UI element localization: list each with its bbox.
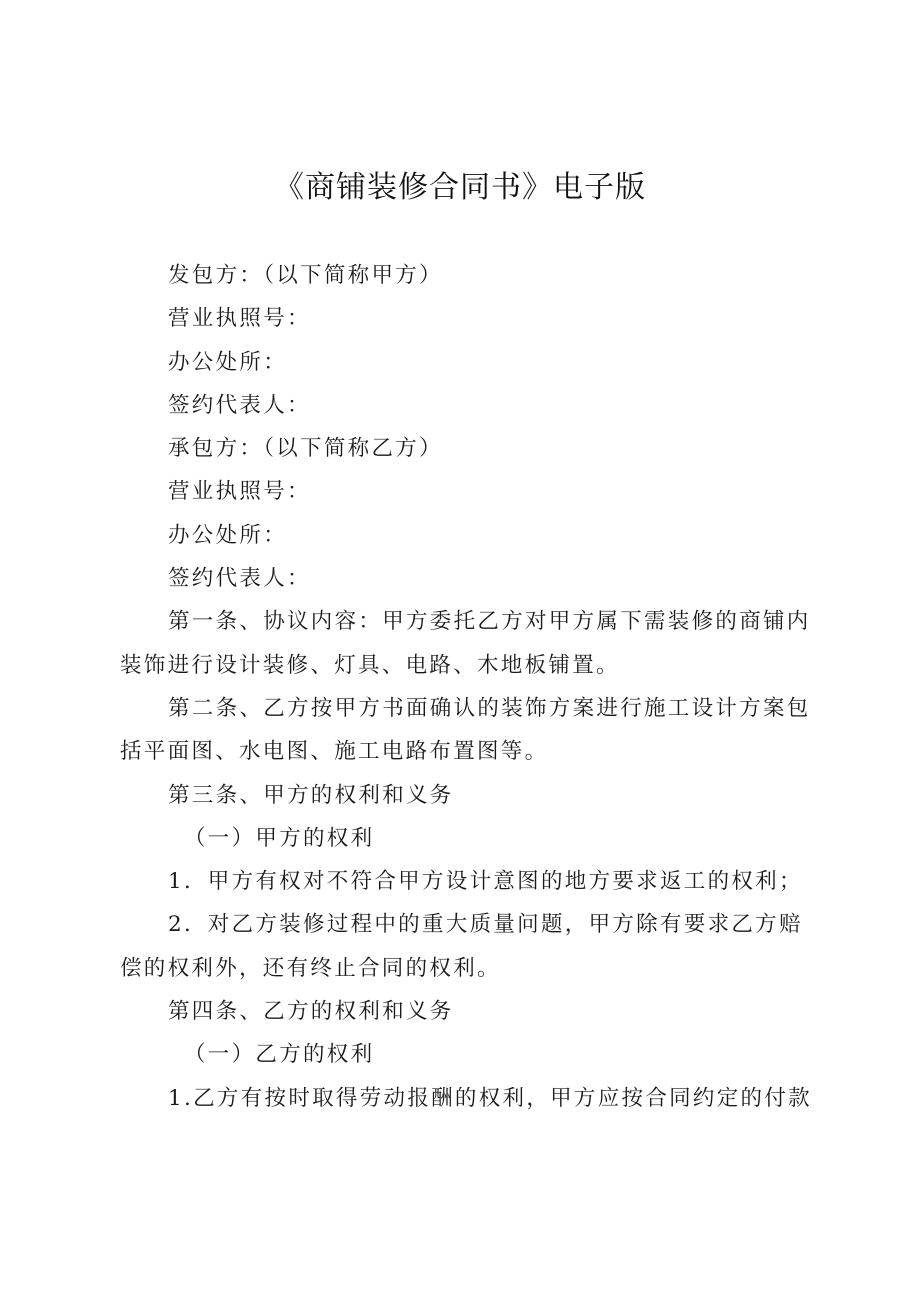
paragraph-article-1: 第一条、协议内容：甲方委托乙方对甲方属下需装修的商铺内装饰进行设计装修、灯具、电路、木地板铺置。 bbox=[120, 609, 811, 678]
paragraph-party-b-license: 营业执照号： bbox=[168, 479, 311, 505]
paragraph-party-a-office: 办公处所： bbox=[168, 349, 288, 375]
paragraph-article-2: 第二条、乙方按甲方书面确认的装饰方案进行施工设计方案包括平面图、水电图、施工电路布置图等。 bbox=[120, 695, 811, 765]
document-body bbox=[120, 254, 820, 1120]
paragraph-party-b-office: 办公处所： bbox=[168, 522, 288, 548]
paragraph-party-a-representative: 签约代表人： bbox=[168, 392, 311, 418]
paragraph-article-3-item-1: 1．甲方有权对不符合甲方设计意图的地方要求返工的权利； bbox=[168, 869, 803, 895]
paragraph-party-a-license: 营业执照号： bbox=[168, 306, 311, 332]
paragraph-article-3-subheading: （一）甲方的权利 bbox=[184, 825, 375, 851]
paragraph-article-3-heading: 第三条、甲方的权利和义务 bbox=[168, 782, 454, 808]
paragraph-article-3-item-2: 2．对乙方装修过程中的重大质量问题，甲方除有要求乙方赔偿的权利外，还有终止合同的权利。 bbox=[120, 912, 803, 981]
paragraph-article-4-subheading: （一）乙方的权利 bbox=[184, 1042, 375, 1068]
paragraph-party-b: 承包方：（以下简称乙方） bbox=[168, 436, 443, 462]
document-title: 《商铺装修合同书》电子版 bbox=[274, 170, 646, 205]
paragraph-party-b-representative: 签约代表人： bbox=[168, 566, 311, 592]
paragraph-article-4-item-1: 1.乙方有按时取得劳动报酬的权利，甲方应按合同约定的付款 bbox=[168, 1085, 812, 1111]
paragraph-party-a: 发包方：（以下简称甲方） bbox=[168, 263, 443, 288]
paragraph-article-4-heading: 第四条、乙方的权利和义务 bbox=[168, 999, 454, 1025]
